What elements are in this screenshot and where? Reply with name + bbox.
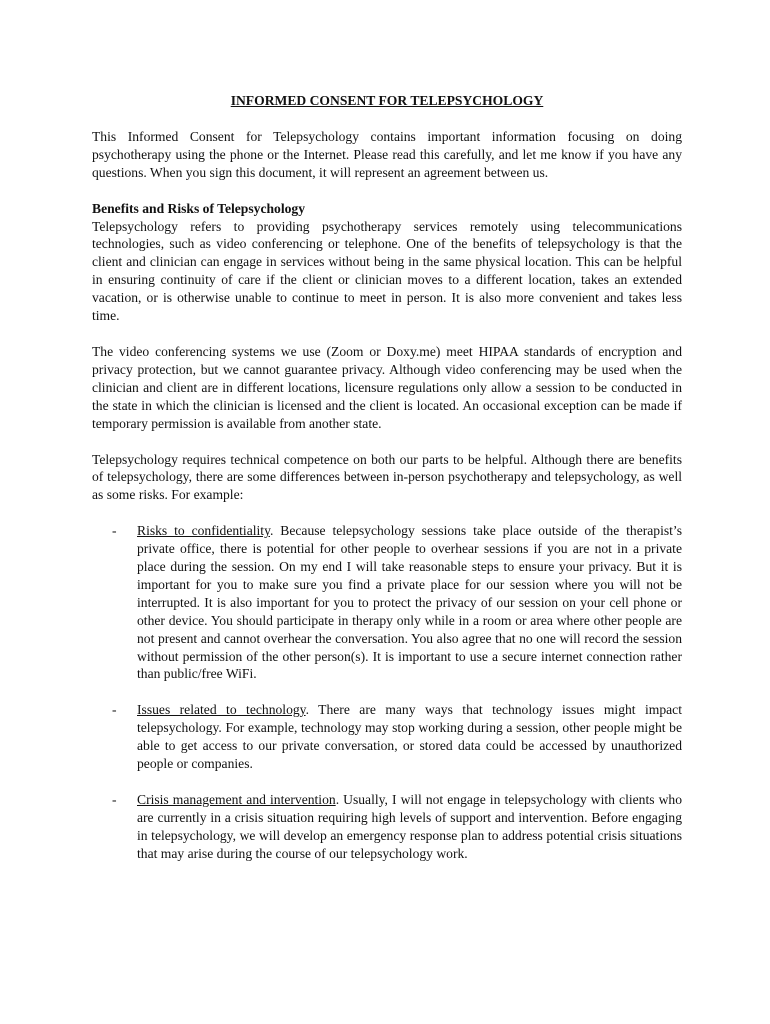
risk-text: . There are many ways that technology issues might impact telepsychology. For example, technology may stop working during a session, other people might be able to get access to our private conversation, or stored data could be accessed by unauthorized people or companies.	[137, 702, 682, 772]
list-bullet: -	[112, 523, 117, 539]
consent-document	[92, 92, 682, 881]
benefits-section	[92, 200, 682, 325]
list-bullet: -	[112, 702, 117, 718]
risk-title: Risks to confidentiality	[137, 523, 270, 539]
risk-list	[92, 522, 682, 862]
list-item	[92, 791, 682, 863]
benefits-heading: Benefits and Risks of Telepsychology	[92, 200, 306, 216]
risk-text: . Because telepsychology sessions take place outside of the therapist’s private office, there is potential for other people to overhear sessions if you are not in a private place during the session. On my end I will take reasonable steps to ensure your privacy. But it is important for you to make sure you find a private place for our session where you will not be interrupted. It is also important for you to protect the privacy of our session on your cell phone or other device. You should participate in therapy only while in a room or area where other people are not present and cannot overhear the conversation. You also agree that no one will record the session without permission of the other person(s). It is important to use a secure internet connection rather than public/free WiFi.	[137, 523, 682, 682]
risk-title: Issues related to technology	[137, 702, 306, 718]
intro-paragraph: This Informed Consent for Telepsychology contains important information focusing on doing psychotherapy using the phone or the Internet. Please read this carefully, and let me know if you have any questions. When you sign this document, it will represent an agreement between us.	[92, 128, 682, 180]
technical-competence-paragraph: Telepsychology requires technical competence on both our parts to be helpful. Although there are benefits of telepsychology, there are some differences between in-person psychotherapy and telepsychology, as well as some risks. For example:	[92, 451, 682, 503]
list-item	[92, 522, 682, 683]
list-bullet: -	[112, 792, 117, 807]
document-title: INFORMED CONSENT FOR TELEPSYCHOLOGY	[230, 93, 544, 108]
risk-title: Crisis management and intervention	[137, 792, 336, 807]
risk-text: . Usually, I will not engage in telepsychology with clients who are currently in a crisis situation requiring high levels of support and intervention. Before engaging in telepsychology, we will develop an emergency response plan to address potential crisis situations that may arise during the course of our telepsychology work.	[137, 792, 682, 861]
video-conferencing-paragraph: The video conferencing systems we use (Zoom or Doxy.me) meet HIPAA standards of encryption and privacy protection, but we cannot guarantee privacy. Although video conferencing may be used when the clinician and client are in different locations, licensure regulations only allow a session to be conducted in the state in which the clinician is licensed and the client is located. An occasional exception can be made if temporary permission is available from another state.	[92, 343, 682, 431]
list-item	[92, 701, 682, 773]
benefits-paragraph: Telepsychology refers to providing psychotherapy services remotely using telecommunications technologies, such as video conferencing or telephone. One of the benefits of telepsychology is that the client and clinician can engage in services without being in the same physical location. This can be helpful in ensuring continuity of care if the client or clinician moves to a different location, takes an extended vacation, or is otherwise unable to continue to meet in person. It is also more convenient and takes less time.	[92, 218, 682, 324]
